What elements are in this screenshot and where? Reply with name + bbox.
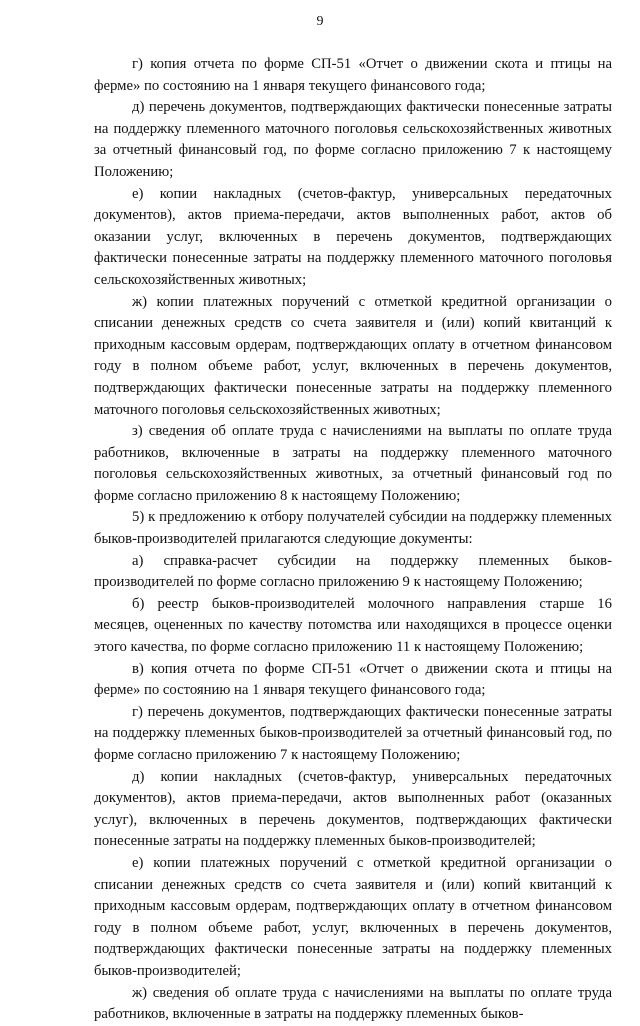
paragraph-item-d-first: д) перечень документов, подтверждающих фактически понесенные затраты на поддержку племенного маточного поголовья сельскохозяйственных животных за отчетный финансовый год, по форме согласно приложению 7 к настоящему Положению; bbox=[94, 99, 612, 180]
paragraph-item-zh-second: ж) сведения об оплате труда с начислениями на выплаты по оплате труда работников, включенные в затраты на поддержку племенных быков- bbox=[94, 984, 612, 1023]
document-body bbox=[94, 54, 612, 1026]
paragraph-section-5: 5) к предложению к отбору получателей субсидии на поддержку племенных быков-производителей прилагаются следующие документы: bbox=[94, 509, 612, 548]
page-number: 9 bbox=[316, 14, 324, 29]
paragraph-item-g-first: г) копия отчета по форме СП-51 «Отчет о движении скота и птицы на ферме» по состоянию на 1 января текущего финансового года; bbox=[94, 56, 612, 94]
paragraph-item-a: а) справка-расчет субсидии на поддержку племенных быков-производителей по форме согласно приложению 9 к настоящему Положению; bbox=[94, 552, 612, 591]
paragraph-item-b: б) реестр быков-производителей молочного направления старше 16 месяцев, оцененных по качеству потомства или находящихся в процессе оценки этого качества, по форме согласно приложению 11 к настоящему Положению; bbox=[94, 595, 612, 656]
paragraph-item-e-first: е) копии накладных (счетов-фактур, универсальных передаточных документов), актов приема-передачи, актов выполненных работ, актов об оказании услуг, включенных в перечень документов, подтверждающих фактически понесенные затраты на поддержку племенного маточного поголовья сельскохозяйственных животных; bbox=[94, 185, 612, 288]
paragraph-item-d-second: д) копии накладных (счетов-фактур, универсальных передаточных документов), актов приема-передачи, актов выполненных работ (оказанных услуг), включенных в перечень документов, подтверждающих фактически понесенные затраты на поддержку племенных быков-производителей; bbox=[94, 768, 612, 850]
paragraph-item-zh-first: ж) копии платежных поручений с отметкой кредитной организации о списании денежных средств со счета заявителя и (или) копий квитанций к приходным кассовым ордерам, подтверждающих оплату в отчетном финансовом году в полном объеме работ, услуг, включенных в перечень документов, подтверждающих фактически понесенные затраты на поддержку племенного маточного поголовья сельскохозяйственных животных; bbox=[94, 293, 612, 418]
paragraph-item-v: в) копия отчета по форме СП-51 «Отчет о движении скота и птицы на ферме» по состоянию на 1 января текущего финансового года; bbox=[94, 660, 612, 699]
paragraph-item-z: з) сведения об оплате труда с начислениями на выплаты по оплате труда работников, включенные в затраты на поддержку племенного маточного поголовья сельскохозяйственных животных, за отчетный финансовый год по форме согласно приложению 8 к настоящему Положению; bbox=[94, 423, 612, 504]
paragraph-item-e-second: е) копии платежных поручений с отметкой кредитной организации о списании денежных средств со счета заявителя и (или) копий квитанций к приходным кассовым ордерам, подтверждающих оплату в отчетном финансовом году в полном объеме работ, услуг, включенных в перечень документов, подтверждающих фактически понесенные затраты на поддержку племенных быков-производителей; bbox=[94, 854, 612, 979]
paragraph-item-g-second: г) перечень документов, подтверждающих фактически понесенные затраты на поддержку племенных быков-производителей за отчетный финансовый год, по форме согласно приложению 7 к настоящему Положению; bbox=[94, 703, 612, 763]
